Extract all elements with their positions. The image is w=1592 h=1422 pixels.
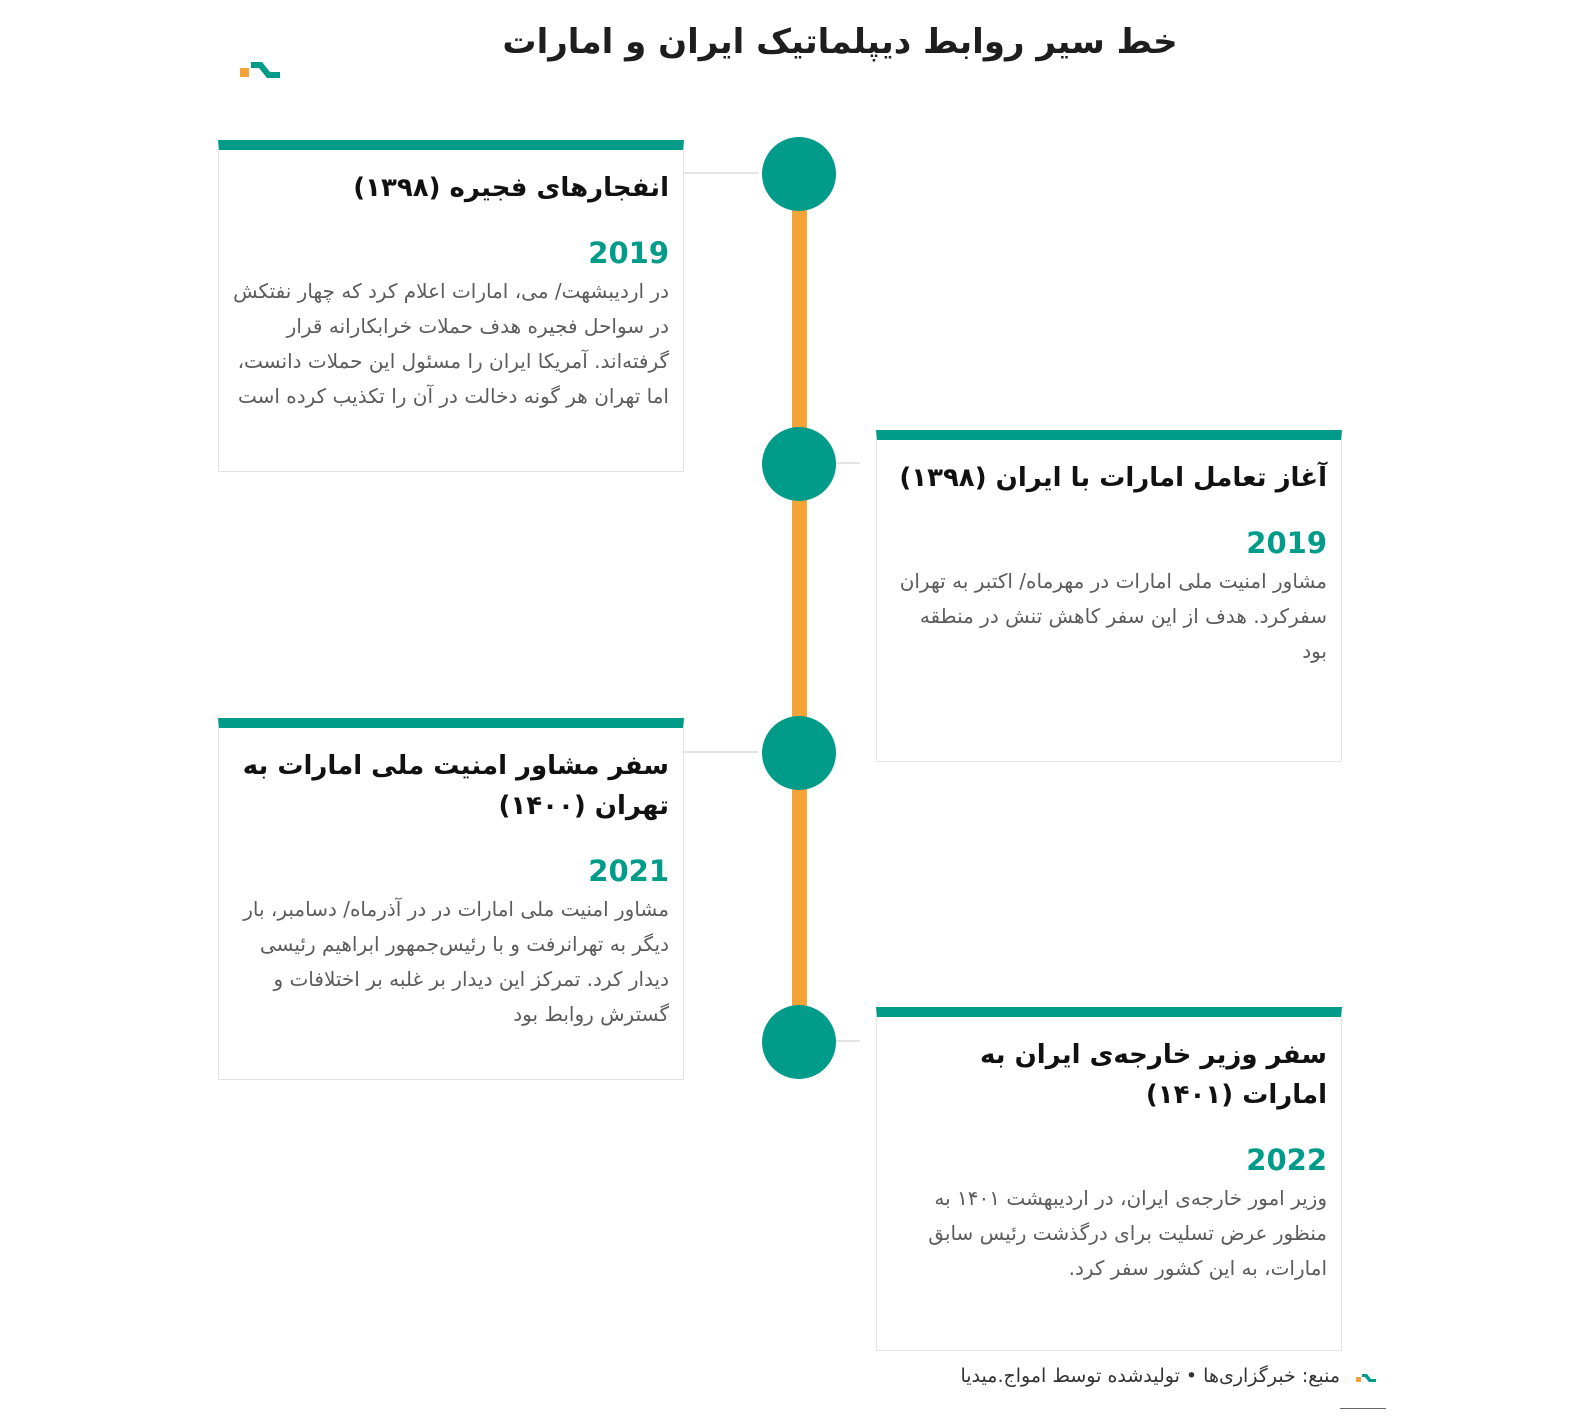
timeline-node-1 (762, 137, 836, 211)
event-title: سفر مشاور امنیت ملی امارات به تهران (۱۴۰۰) (242, 751, 669, 821)
timeline-node-2 (762, 427, 836, 501)
footer-divider (1340, 1408, 1386, 1409)
timeline-spine (792, 175, 807, 1045)
event-title: انفجارهای فجیره (۱۳۹۸) (353, 173, 669, 203)
event-year: 2022 (1246, 1143, 1327, 1177)
event-description: مشاور امنیت ملی امارات در مهرماه/ اکتبر به تهران سفرکرد. هدف از این سفر کاهش تنش در منطقه بود (899, 569, 1327, 663)
event-year: 2019 (1246, 526, 1327, 560)
amwaj-media-logo (240, 58, 284, 84)
event-title: آغاز تعامل امارات با ایران (۱۳۹۸) (899, 463, 1327, 493)
timeline-node-4 (762, 1005, 836, 1079)
connector-3 (678, 751, 758, 753)
connector-1 (678, 172, 758, 174)
page-title: خط سیر روابط دیپلماتیک ایران و امارات (502, 22, 1178, 62)
event-year: 2021 (588, 854, 669, 888)
source-credit: منبع: خبرگزاری‌ها • تولیدشده توسط امواج.میدیا (960, 1365, 1340, 1387)
event-card-4 (876, 1007, 1342, 1351)
event-description: در اردیبشهت/ می، امارات اعلام کرد که چهار نفتکش در سواحل فجیره هدف حملات خرابکارانه قرار گرفته‌اند. آمریکا ایران را مسئول این حملات دانست، اما تهران هر گونه دخالت در آن را تکذیب کرده است (233, 279, 669, 408)
event-card-2 (876, 430, 1342, 762)
footer-logo-icon (1356, 1372, 1378, 1386)
event-description: وزیر امور خارجه‌ی ایران، در اردیبهشت ۱۴۰۱ به منظور عرض تسلیت برای درگذشت رئیس سابق امارات، به این کشور سفر کرد. (928, 1186, 1327, 1280)
event-card-3 (218, 718, 684, 1080)
event-year: 2019 (588, 236, 669, 270)
event-title: سفر وزیر خارجه‌ی ایران به امارات (۱۴۰۱) (979, 1040, 1327, 1110)
timeline-node-3 (762, 716, 836, 790)
event-card-1 (218, 140, 684, 472)
event-description: مشاور امنیت ملی امارات در در آذرماه/ دسامبر، بار دیگر به تهرانرفت و با رئیس‌جمهور ابراهیم رئیسی دیدار کرد. تمرکز این دیدار بر غلبه بر اختلافات و گسترش روابط بود (243, 897, 669, 1026)
